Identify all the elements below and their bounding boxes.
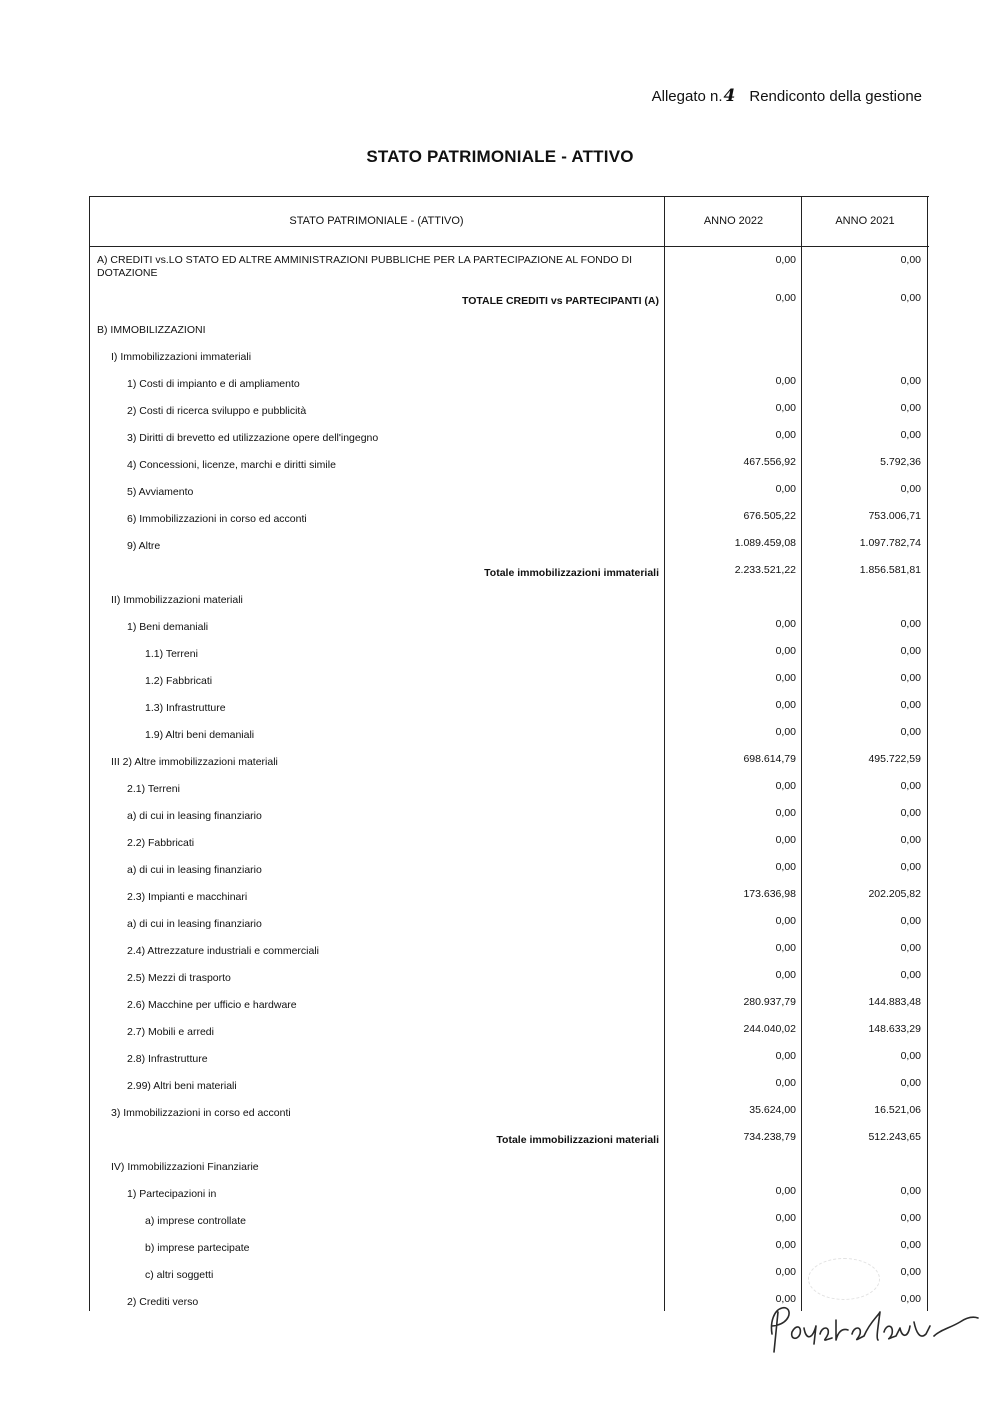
- row-label: 2.4) Attrezzature industriali e commerciali: [127, 945, 319, 957]
- allegato-label: Allegato n.: [651, 88, 723, 105]
- row-label: 3) Diritti di brevetto ed utilizzazione opere dell'ingegno: [127, 432, 379, 444]
- row-label: 5) Avviamento: [127, 486, 194, 498]
- value-2021: 144.883,48: [868, 996, 921, 1008]
- row-label: III 2) Altre immobilizzazioni materiali: [111, 756, 278, 768]
- value-2021: 0,00: [900, 699, 921, 711]
- value-2021: 0,00: [900, 672, 921, 684]
- value-2021: 0,00: [900, 834, 921, 846]
- value-2022: 173.636,98: [743, 888, 796, 900]
- table-header-divider: [89, 246, 929, 247]
- value-2021: 0,00: [900, 1266, 921, 1278]
- row-label: 1.9) Altri beni demaniali: [145, 729, 255, 741]
- row-label: B) IMMOBILIZZAZIONI: [97, 324, 206, 336]
- row-label: a) di cui in leasing finanziario: [127, 918, 262, 930]
- row-label: II) Immobilizzazioni materiali: [111, 594, 243, 606]
- row-label: Totale immobilizzazioni materiali: [496, 1134, 659, 1146]
- column-header-2021: ANNO 2021: [835, 215, 895, 227]
- value-2022: 0,00: [775, 1293, 796, 1305]
- value-2022: 734.238,79: [743, 1131, 796, 1143]
- value-2022: 0,00: [775, 1077, 796, 1089]
- value-2021: 1.856.581,81: [859, 564, 921, 576]
- row-label: 2.2) Fabbricati: [127, 837, 195, 849]
- row-label: a) di cui in leasing finanziario: [127, 810, 262, 822]
- value-2021: 148.633,29: [868, 1023, 921, 1035]
- allegato-number: 4: [723, 86, 736, 106]
- value-2022: 0,00: [775, 483, 796, 495]
- value-2022: 0,00: [775, 672, 796, 684]
- row-label: 1) Partecipazioni in: [127, 1188, 217, 1200]
- value-2021: 0,00: [900, 780, 921, 792]
- value-2021: 0,00: [900, 483, 921, 495]
- value-2022: 0,00: [775, 1212, 796, 1224]
- row-label: a) imprese controllate: [145, 1215, 246, 1227]
- value-2021: 0,00: [900, 1185, 921, 1197]
- row-label: 2.3) Impianti e macchinari: [127, 891, 248, 903]
- row-label: TOTALE CREDITI vs PARTECIPANTI (A): [462, 295, 659, 307]
- value-2022: 0,00: [775, 807, 796, 819]
- value-2022: 0,00: [775, 402, 796, 414]
- row-label: A) CREDITI vs.LO STATO ED ALTRE AMMINISTRAZIONI PUBBLICHE PER LA PARTECIPAZIONE AL FONDO DI DOTAZIONE: [97, 254, 633, 279]
- value-2021: 0,00: [900, 1239, 921, 1251]
- balance-sheet-table: [89, 196, 929, 1311]
- value-2021: 0,00: [900, 1293, 921, 1305]
- value-2022: 698.614,79: [743, 753, 796, 765]
- row-label: 1.2) Fabbricati: [145, 675, 213, 687]
- row-label: Totale immobilizzazioni immateriali: [484, 567, 659, 579]
- value-2021: 0,00: [900, 402, 921, 414]
- row-label: 1) Costi di impianto e di ampliamento: [127, 378, 300, 390]
- value-2021: 753.006,71: [868, 510, 921, 522]
- value-2022: 2.233.521,22: [734, 564, 796, 576]
- column-header-description: STATO PATRIMONIALE - (ATTIVO): [289, 215, 464, 227]
- row-label: 2.5) Mezzi di trasporto: [127, 972, 231, 984]
- row-label: 4) Concessioni, licenze, marchi e diritti simile: [127, 459, 336, 471]
- row-label: IV) Immobilizzazioni Finanziarie: [111, 1161, 259, 1173]
- report-name: Rendiconto della gestione: [749, 88, 922, 105]
- row-label: 2.6) Macchine per ufficio e hardware: [127, 999, 297, 1011]
- value-2022: 467.556,92: [743, 456, 796, 468]
- value-2022: 0,00: [775, 1050, 796, 1062]
- value-2022: 676.505,22: [743, 510, 796, 522]
- value-2021: 512.243,65: [868, 1131, 921, 1143]
- row-label: b) imprese partecipate: [145, 1242, 250, 1254]
- value-2021: 0,00: [900, 429, 921, 441]
- value-2022: 0,00: [775, 375, 796, 387]
- value-2022: 0,00: [775, 618, 796, 630]
- value-2022: 0,00: [775, 834, 796, 846]
- value-2021: 0,00: [900, 807, 921, 819]
- row-label: 2.8) Infrastrutture: [127, 1053, 208, 1065]
- value-2021: 202.205,82: [868, 888, 921, 900]
- value-2021: 16.521,06: [874, 1104, 921, 1116]
- table-column-divider-2: [801, 196, 802, 1311]
- value-2022: 0,00: [775, 942, 796, 954]
- value-2022: 0,00: [775, 254, 796, 266]
- value-2021: 0,00: [900, 292, 921, 304]
- value-2021: 1.097.782,74: [859, 537, 921, 549]
- handwritten-signature: [760, 1282, 990, 1372]
- value-2022: 244.040,02: [743, 1023, 796, 1035]
- value-2021: 0,00: [900, 1212, 921, 1224]
- row-label: 2) Costi di ricerca sviluppo e pubblicità: [127, 405, 307, 417]
- row-label: I) Immobilizzazioni immateriali: [111, 351, 252, 363]
- row-label: a) di cui in leasing finanziario: [127, 864, 262, 876]
- value-2021: 0,00: [900, 375, 921, 387]
- value-2021: 0,00: [900, 1077, 921, 1089]
- value-2021: 5.792,36: [880, 456, 921, 468]
- document-header: [652, 86, 922, 106]
- page-title: STATO PATRIMONIALE - ATTIVO: [366, 147, 634, 166]
- table-right-border: [927, 196, 928, 1311]
- row-label: 1.3) Infrastrutture: [145, 702, 226, 714]
- row-label: 1) Beni demaniali: [127, 621, 209, 633]
- value-2022: 0,00: [775, 726, 796, 738]
- value-2022: 280.937,79: [743, 996, 796, 1008]
- value-2022: 35.624,00: [749, 1104, 796, 1116]
- value-2022: 0,00: [775, 429, 796, 441]
- value-2022: 0,00: [775, 1266, 796, 1278]
- value-2021: 0,00: [900, 645, 921, 657]
- value-2021: 0,00: [900, 1050, 921, 1062]
- value-2021: 495.722,59: [868, 753, 921, 765]
- row-label: 2.99) Altri beni materiali: [127, 1080, 237, 1092]
- value-2021: 0,00: [900, 969, 921, 981]
- row-label: 3) Immobilizzazioni in corso ed acconti: [111, 1107, 291, 1119]
- value-2022: 0,00: [775, 861, 796, 873]
- value-2021: 0,00: [900, 915, 921, 927]
- value-2022: 1.089.459,08: [734, 537, 796, 549]
- value-2022: 0,00: [775, 1185, 796, 1197]
- value-2021: 0,00: [900, 861, 921, 873]
- value-2021: 0,00: [900, 726, 921, 738]
- row-label: 2) Crediti verso: [127, 1296, 199, 1308]
- value-2022: 0,00: [775, 292, 796, 304]
- value-2022: 0,00: [775, 699, 796, 711]
- row-label: c) altri soggetti: [145, 1269, 214, 1281]
- row-label: 1.1) Terreni: [145, 648, 198, 660]
- value-2022: 0,00: [775, 780, 796, 792]
- row-label: 9) Altre: [127, 540, 161, 552]
- column-header-2022: ANNO 2022: [703, 215, 764, 227]
- value-2021: 0,00: [900, 942, 921, 954]
- value-2022: 0,00: [775, 1239, 796, 1251]
- row-label: 6) Immobilizzazioni in corso ed acconti: [127, 513, 307, 525]
- value-2021: 0,00: [900, 254, 921, 266]
- value-2022: 0,00: [775, 969, 796, 981]
- value-2022: 0,00: [775, 645, 796, 657]
- row-label: 2.7) Mobili e arredi: [127, 1026, 214, 1038]
- value-2022: 0,00: [775, 915, 796, 927]
- value-2021: 0,00: [900, 618, 921, 630]
- row-label: 2.1) Terreni: [127, 783, 180, 795]
